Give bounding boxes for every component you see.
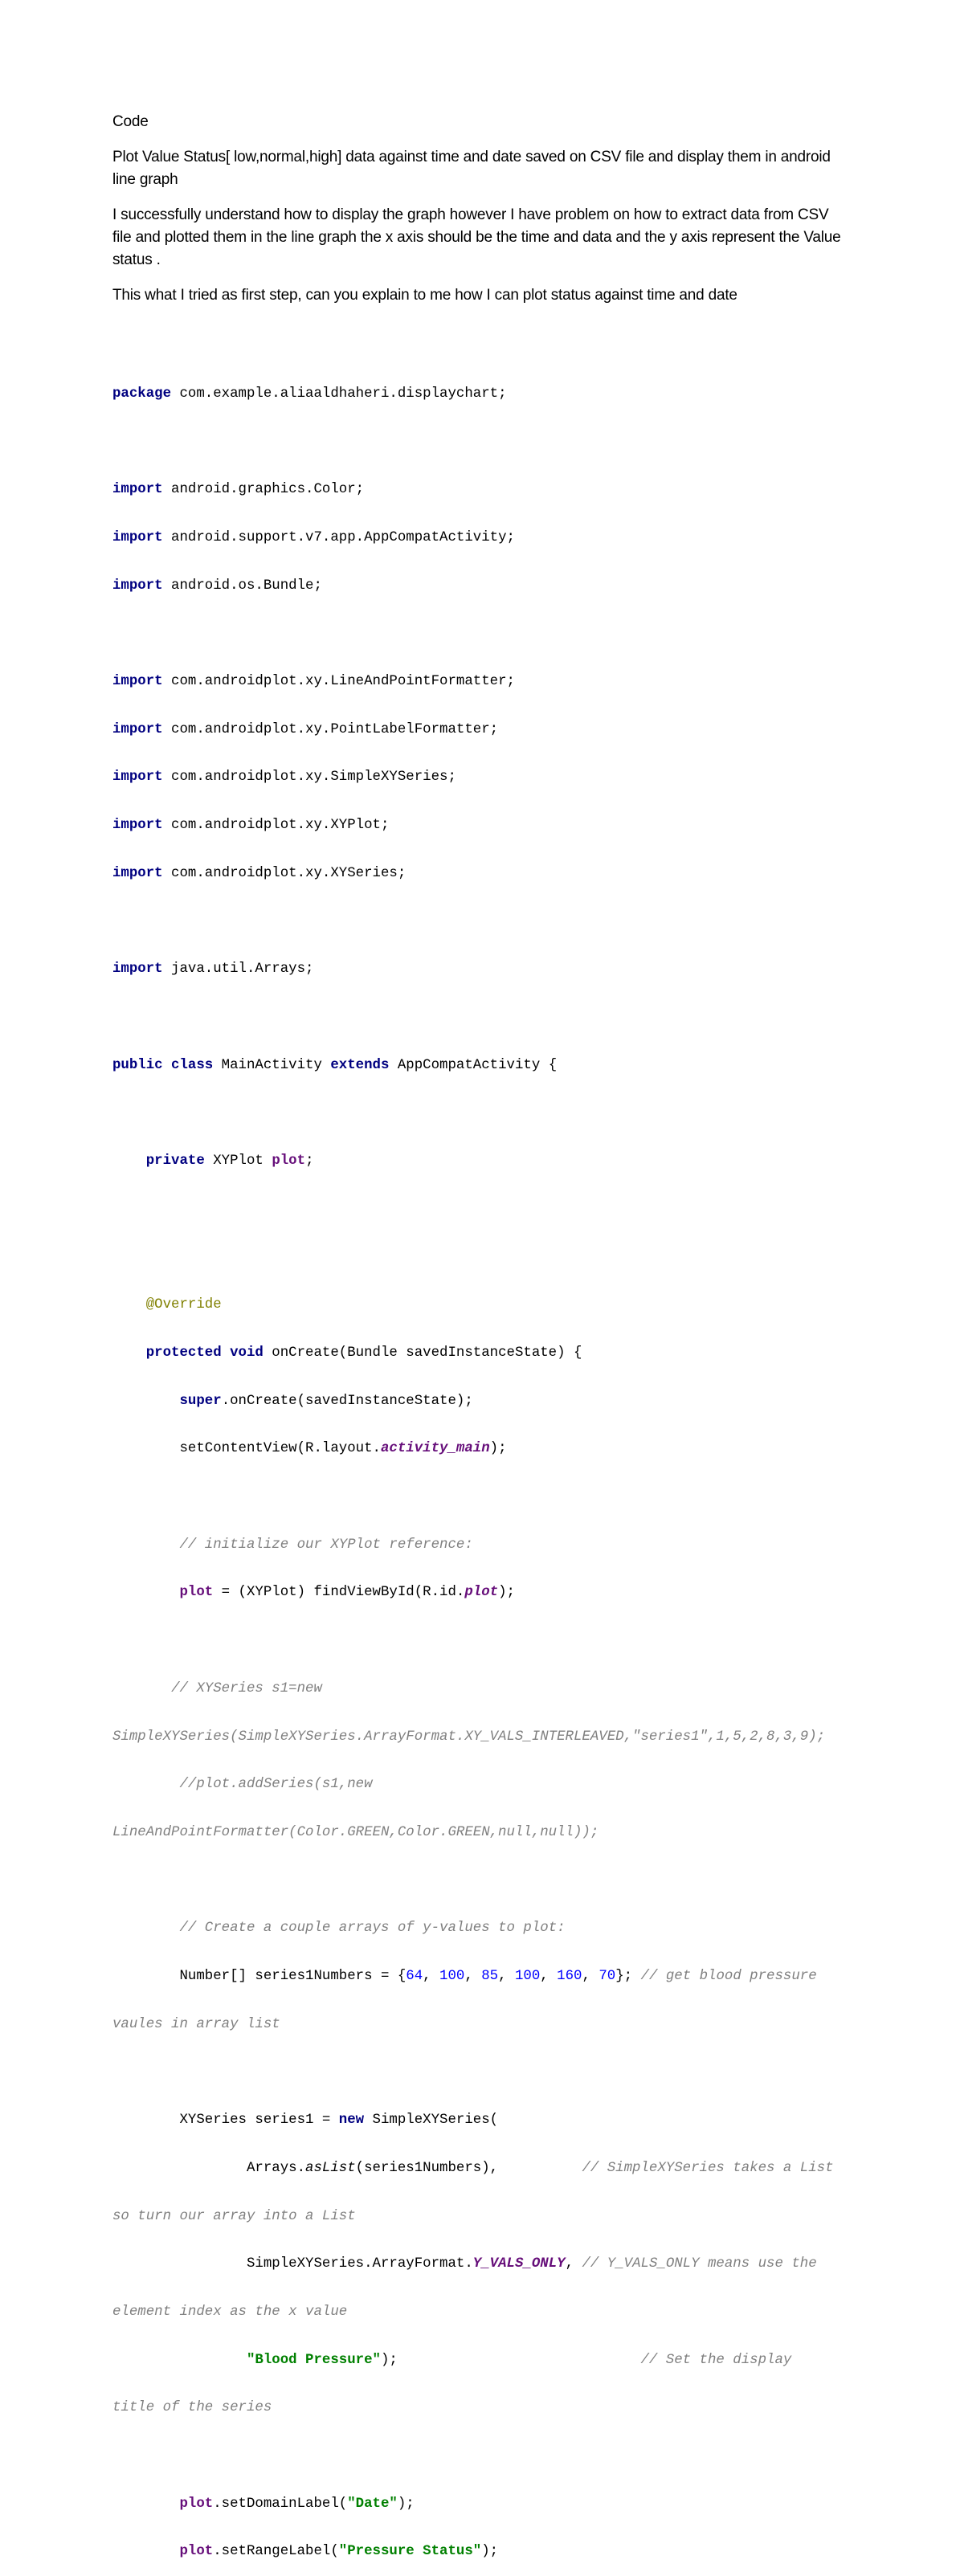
code-line <box>112 2161 834 2177</box>
code-line-blank <box>112 626 834 642</box>
code-line-blank <box>112 914 834 930</box>
code-token: package <box>112 386 172 402</box>
code-token: , <box>540 1969 558 1985</box>
code-token <box>112 1777 180 1792</box>
code-token: .setDomainLabel( <box>213 2496 348 2512</box>
code-line-blank <box>112 1249 834 1265</box>
code-token: , <box>582 1969 599 1985</box>
code-line-blank <box>112 1489 834 1505</box>
code-token: // XYSeries s1=new <box>171 1680 322 1696</box>
code-token: ); <box>489 1441 507 1457</box>
code-token <box>112 1585 180 1600</box>
code-line <box>112 1585 834 1601</box>
code-token: plot <box>179 2544 214 2560</box>
code-token: // Y_VALS_ONLY means use the <box>582 2256 817 2272</box>
code-token: 64 <box>406 1969 423 1985</box>
code-line <box>112 1153 834 1170</box>
code-token: //plot.addSeries(s1,new <box>179 1777 373 1793</box>
question-title: Plot Value Status[ low,normal,high] data against time and date saved on CSV file and display them in android line graph <box>112 149 831 188</box>
code-token: // initialize our XYPlot reference: <box>179 1537 473 1553</box>
code-token: plot <box>464 1585 499 1601</box>
code-line <box>112 2496 834 2513</box>
code-token: import <box>112 865 163 881</box>
code-token: // Create a couple arrays of y-values to plot: <box>179 1921 566 1937</box>
code-token: import <box>112 721 163 737</box>
code-token: ); <box>397 2496 415 2512</box>
code-token: 85 <box>481 1969 499 1985</box>
doc-heading: Code <box>112 113 149 130</box>
code-token: , <box>565 2256 582 2272</box>
code-line <box>112 386 834 402</box>
question-paragraph-2: This what I tried as first step, can you explain to me how I can plot status against time and date <box>112 287 737 304</box>
code-token: super <box>179 1393 222 1409</box>
code-line <box>112 1058 834 1074</box>
code-token: onCreate(Bundle savedInstanceState) { <box>263 1345 582 1361</box>
code-token: setContentView(R.layout. <box>112 1441 381 1457</box>
code-token: (series1Numbers), <box>355 2160 582 2176</box>
code-line <box>112 1345 834 1361</box>
code-token: "Date" <box>347 2496 398 2512</box>
code-token <box>112 2544 180 2559</box>
code-line <box>112 818 834 834</box>
code-token: import <box>112 482 163 498</box>
code-line <box>112 1729 834 1745</box>
code-token: LineAndPointFormatter(Color.GREEN,Color.GREEN,null,null)); <box>112 1824 599 1840</box>
code-token <box>112 1394 180 1409</box>
code-token: SimpleXYSeries.ArrayFormat. <box>112 2256 473 2272</box>
code-line <box>112 2113 834 2129</box>
code-line <box>112 2256 834 2272</box>
code-line <box>112 2017 834 2033</box>
code-token: 100 <box>514 1969 541 1985</box>
code-line-blank <box>112 1010 834 1026</box>
code-token: // Set the display <box>640 2352 792 2368</box>
code-token: ); <box>498 1585 515 1601</box>
code-token: XYSeries series1 = <box>112 2113 339 2129</box>
code-token: import <box>112 578 163 594</box>
code-token: plot <box>179 1585 214 1601</box>
code-line <box>112 770 834 786</box>
code-line-blank <box>112 435 834 451</box>
code-token: activity_main <box>380 1441 490 1457</box>
code-line <box>112 1825 834 1841</box>
code-block <box>112 354 834 2576</box>
code-token: com.androidplot.xy.PointLabelFormatter; <box>162 721 499 737</box>
code-token: // get blood pressure <box>640 1969 817 1985</box>
code-token: element index as the x value <box>112 2304 348 2320</box>
code-token: com.androidplot.xy.XYSeries; <box>162 865 407 881</box>
code-line <box>112 482 834 498</box>
code-token: vaules in array list <box>112 2016 280 2032</box>
code-line <box>112 1394 834 1410</box>
code-line <box>112 2544 834 2560</box>
code-token: "Pressure Status" <box>338 2544 482 2560</box>
code-token: extends <box>330 1057 390 1073</box>
code-line-blank <box>112 2448 834 2464</box>
code-token: Number[] series1Numbers = { <box>112 1969 407 1985</box>
code-token: SimpleXYSeries( <box>364 2113 499 2129</box>
code-line <box>112 2353 834 2369</box>
code-token: @Override <box>145 1297 222 1313</box>
code-token: = (XYPlot) findViewById(R.id. <box>213 1585 465 1601</box>
code-token: new <box>338 2113 365 2129</box>
code-token <box>112 1681 171 1696</box>
code-token: import <box>112 818 163 834</box>
code-line <box>112 1537 834 1553</box>
question-paragraph: I successfully understand how to display the graph however I have problem on how to extract data from CSV file and plotted them in the line graph the x axis should be the time and data and the y axis represent the Value status . <box>112 206 841 268</box>
code-token: 70 <box>599 1969 616 1985</box>
code-token: plot <box>179 2496 214 2512</box>
code-line-blank <box>112 1873 834 1889</box>
code-line <box>112 1777 834 1793</box>
code-line-blank <box>112 2064 834 2080</box>
code-token: XYPlot <box>204 1153 272 1170</box>
code-token: plot <box>272 1153 306 1170</box>
code-token: , <box>423 1969 440 1985</box>
code-token: import <box>112 674 163 690</box>
code-token <box>112 1345 146 1361</box>
code-token: public class <box>112 1057 214 1073</box>
code-token <box>112 1921 180 1936</box>
code-token: title of the series <box>112 2400 272 2416</box>
code-token: MainActivity <box>213 1057 331 1073</box>
code-token: "Blood Pressure" <box>246 2352 381 2368</box>
document-body <box>112 111 844 320</box>
code-token: java.util.Arrays; <box>162 961 314 978</box>
code-line <box>112 722 834 738</box>
code-line <box>112 1441 834 1457</box>
code-token <box>112 1153 146 1169</box>
code-token: SimpleXYSeries(SimpleXYSeries.ArrayFormat.XY_VALS_INTERLEAVED,"series1",1,5,2,8,3,9); <box>112 1729 826 1745</box>
code-line <box>112 1969 834 1985</box>
code-token: , <box>464 1969 482 1985</box>
code-line-blank <box>112 1633 834 1649</box>
code-token: android.support.v7.app.AppCompatActivity; <box>162 529 515 545</box>
code-token: private <box>145 1153 205 1170</box>
code-token: com.androidplot.xy.XYPlot; <box>162 818 390 834</box>
code-token: android.graphics.Color; <box>162 482 365 498</box>
code-token: Y_VALS_ONLY <box>472 2256 566 2272</box>
code-line-blank <box>112 1105 834 1121</box>
code-line <box>112 578 834 594</box>
code-token <box>112 1297 146 1312</box>
code-line-blank <box>112 1202 834 1218</box>
code-line <box>112 1297 834 1313</box>
code-token: .onCreate(savedInstanceState); <box>221 1393 473 1409</box>
code-token: import <box>112 961 163 978</box>
code-token: import <box>112 770 163 786</box>
code-line <box>112 1921 834 1937</box>
code-line <box>112 674 834 690</box>
code-token: so turn our array into a List <box>112 2208 356 2224</box>
code-line <box>112 866 834 882</box>
code-token: import <box>112 529 163 545</box>
code-token: android.os.Bundle; <box>162 578 322 594</box>
code-token: AppCompatActivity { <box>389 1057 558 1073</box>
code-token: 100 <box>439 1969 465 1985</box>
code-token: Arrays. <box>112 2160 306 2176</box>
code-token: .setRangeLabel( <box>213 2544 339 2560</box>
code-line <box>112 530 834 546</box>
code-token <box>112 2496 180 2512</box>
code-line <box>112 1681 834 1697</box>
code-token: ); <box>481 2544 499 2560</box>
code-line <box>112 2400 834 2416</box>
code-token: // SimpleXYSeries takes a List <box>582 2160 834 2176</box>
code-token: com.androidplot.xy.SimpleXYSeries; <box>162 770 456 786</box>
code-token <box>112 1537 180 1553</box>
code-token: }; <box>615 1969 641 1985</box>
code-token: com.example.aliaaldhaheri.displaychart; <box>171 386 507 402</box>
code-token: com.androidplot.xy.LineAndPointFormatter; <box>162 674 515 690</box>
code-token: 160 <box>557 1969 582 1985</box>
code-line <box>112 961 834 978</box>
code-token: ); <box>380 2352 641 2368</box>
code-line <box>112 2305 834 2321</box>
code-token: asList <box>305 2160 356 2176</box>
code-token: ; <box>305 1153 314 1170</box>
code-token <box>112 2353 247 2368</box>
code-token: , <box>498 1969 515 1985</box>
code-line <box>112 2209 834 2225</box>
code-token: protected void <box>145 1345 264 1361</box>
